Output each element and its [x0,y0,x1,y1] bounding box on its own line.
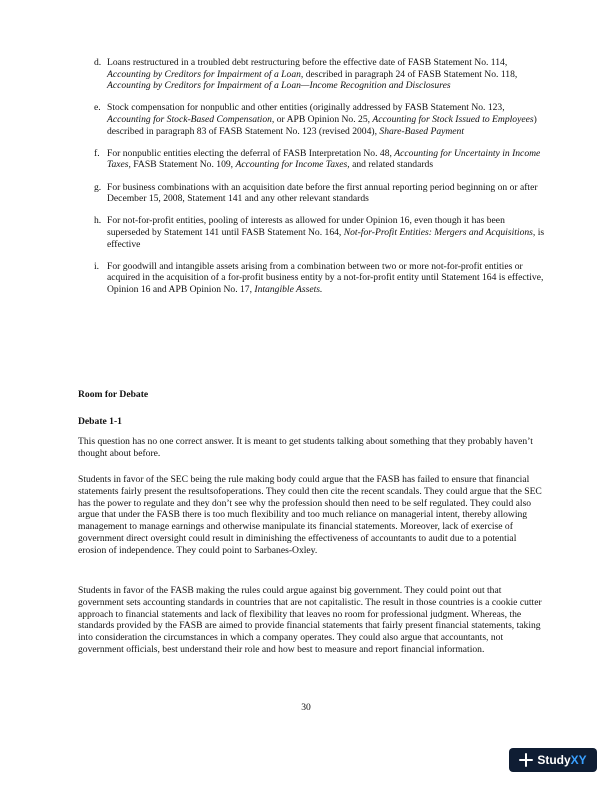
studyxy-badge[interactable] [509,748,597,772]
sub-heading: Debate 1-1 [78,416,122,427]
list-text: Stock compensation for nonpublic and other entities (originally addressed by FASB Statement No. 123, [107,102,505,114]
paragraph-sec-argument: Students in favor of the SEC being the rule making body could argue that the FASB has failed to ensure that financial statements fairly present the resultsofoperations. They could then cite the recent scandals. They could argue that the SEC has the power to regulate and they don’t see why the profession should then need to be self regulated. They could also argue that under the FASB there is too much flexibility and too much reliance on managerial intent, thereby allowing management to manage earnings and otherwise manipulate its financial statements. Moreover, lack of exercise of government direct oversight could result in diminishing the effectiveness of accountants to audit due to a potential erosion of independence. They could point to Sarbanes-Oxley. [78,474,542,556]
list-text: For goodwill and intangible assets arising from a combination between two or more not-for-profit entities or acquired in the acquisition of a for-profit business entity by a not-for-profit entity until Statement 164 is effective, Opinion 16 and APB Opinion No. 17, [107,260,544,295]
italic-title: Accounting for Income Taxes, [235,159,350,171]
italic-title: Accounting for Uncertainty in Income Taxes, [107,147,541,171]
standards-list [94,57,546,306]
list-text: ) described in paragraph 83 of FASB Statement No. 123 (revised 2004), [107,113,537,137]
page-number: 30 [301,702,311,713]
list-marker: h. [94,215,102,227]
italic-title: Accounting for Stock Issued to Employees [372,113,534,125]
list-item [94,57,546,92]
list-item [94,148,546,171]
italic-title: Not-for-Profit Entities: Mergers and Acquisitions, [343,226,536,238]
list-text: and related standards [349,159,434,171]
list-marker: g. [94,181,102,193]
section-heading: Room for Debate [78,389,149,400]
paragraph-fasb-argument: Students in favor of the FASB making the rules could argue against big government. They could point out that government sets accounting standards in countries that are not capitalistic. The result in those countries is a cookie cutter approach to financial statements and lack of flexibility that leaves no room for professional judgment. Whereas, the standards provided by the FASB are aimed to provide financial statements that fairly present financial statements, taking into consideration the circumstances in which a company operates. They could also argue that accountants, not government officials, best understand their role and how best to measure and report financial information. [78,585,542,655]
list-text: FASB Statement No. 109, [130,159,236,171]
italic-title: Accounting by Creditors for Impairment of a Loan, [107,68,304,80]
list-text: or APB Opinion No. 25, [274,113,373,125]
list-marker: e. [94,102,101,114]
list-text: For not-for-profit entities, pooling of interests as allowed for under Opinion 16, even though it has been superseded by Statement 141 until FASB Statement No. 164, [107,215,505,238]
italic-title: Accounting for Stock-Based Compensation, [107,113,275,125]
paragraph-intro: This question has no one correct answer. It is meant to get students talking about something that they probably haven’t thought about before. [78,436,533,459]
list-text: Loans restructured in a troubled debt restructuring before the effective date of FASB Statement No. 114, [107,57,508,68]
list-item [94,215,546,250]
list-item [94,182,546,205]
italic-title: Share-Based Payment [379,125,465,137]
list-text: is effective [107,226,545,250]
badge-brand: Study [537,753,571,767]
list-text: For nonpublic entities electing the deferral of FASB Interpretation No. 48, [107,147,395,159]
list-marker: d. [94,57,102,68]
list-marker: i. [94,260,100,272]
plus-icon [519,753,533,767]
italic-title: Intangible Assets. [254,283,323,295]
list-text: described in paragraph 24 of FASB Statement No. 118, [303,68,518,80]
badge-brand-accent: XY [570,753,587,767]
list-marker: f. [94,147,100,159]
list-text: For business combinations with an acquisition date before the first annual reporting period beginning on or after December 15, 2008, Statement 141 and any other relevant standards [107,181,538,205]
list-item [94,102,546,137]
italic-title: Accounting by Creditors for Impairment of a Loan—Income Recognition and Disclosures [107,80,451,92]
list-item [94,261,546,296]
